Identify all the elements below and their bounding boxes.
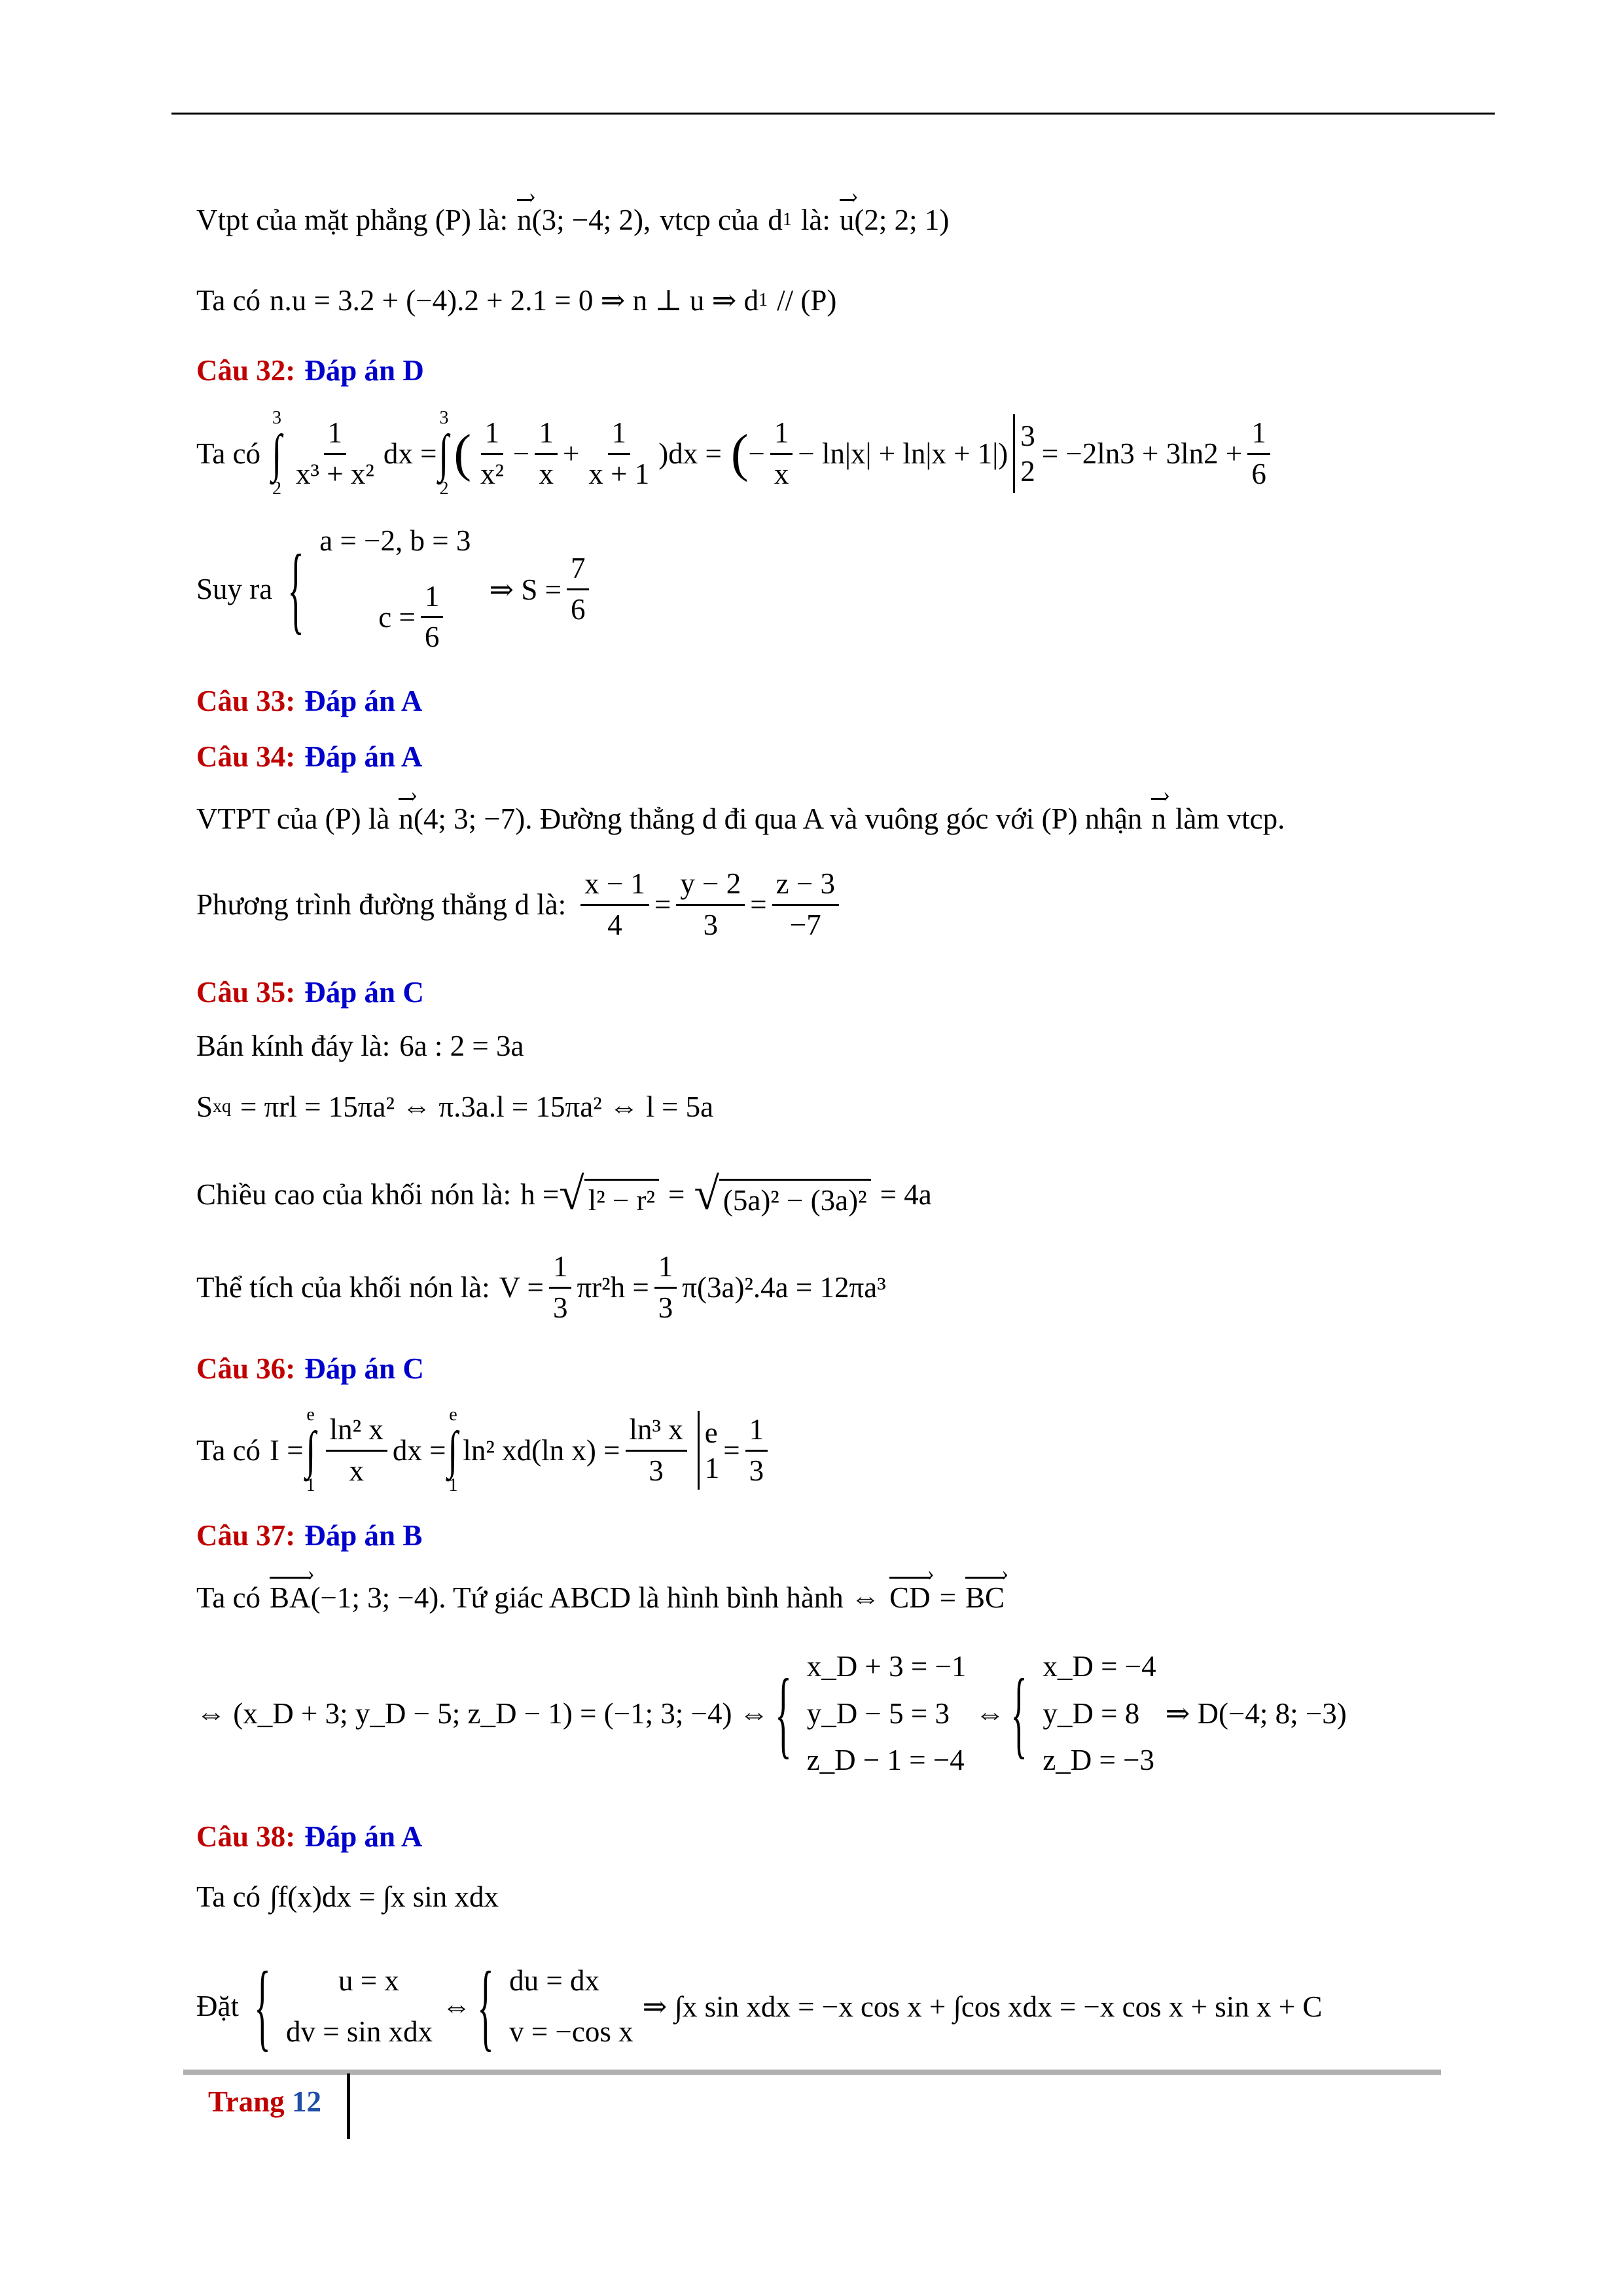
evaluation-bar xyxy=(698,1411,700,1490)
page-number: 12 xyxy=(291,2085,321,2118)
footer-divider xyxy=(347,2073,350,2139)
brace: { xyxy=(287,535,304,643)
question-37-heading: Câu 37: Đáp án B xyxy=(196,1519,423,1552)
vector-u: u › xyxy=(840,203,855,237)
integral-sign: ∫ xyxy=(272,425,282,482)
vector-n: n › xyxy=(517,203,532,237)
q38-line2: Đặt { u = x dv = sin xdx ⇔ { du = dx v = −cos x ⇒ ∫x sin xdx = −x cos x + ∫cos xdx = −x cos x + sin x + C xyxy=(196,1952,1323,2060)
fraction: $\frac{1}{\text{x²}}$ xyxy=(480,416,505,490)
line-vtpt xyxy=(196,203,949,237)
text: là: xyxy=(800,204,830,236)
evaluation-bar xyxy=(1013,414,1015,493)
integral: 3 ∫ 2 xyxy=(438,408,450,499)
vector-cd: CD › xyxy=(889,1581,931,1615)
question-32-heading xyxy=(196,353,424,387)
vector-ba: BA › xyxy=(270,1581,311,1615)
line-dot-product xyxy=(196,283,836,317)
text: Vtpt của mặt phẳng (P) là: xyxy=(196,204,508,236)
d1-sub: 1 xyxy=(782,209,792,230)
header-rule xyxy=(171,113,1495,115)
page-label: Trang xyxy=(208,2085,285,2118)
question-34-heading: Câu 34: Đáp án A xyxy=(196,740,423,773)
q32-integral: Ta có 3 ∫ 2 $\frac{1}{\text{x³ + x²}}$ dx = 3 ∫ 2 ( $\frac{1}{\text{x²}}$ − $\frac{1}{x}$ + $\frac{1}{x + 1}$ )dx = ( − $\frac{1}{x}$ − ln|x| + ln|x + 1|) 3 2 = −2ln3 + 3ln2 + $\frac{1}{6}$ xyxy=(196,409,1275,498)
vector-n: n › xyxy=(399,802,414,836)
fraction: $\frac{1}{x + 1}$ xyxy=(588,416,650,490)
q34-line2: Phương trình đường thẳng d là: $\frac{x - 1}{4}$ = $\frac{y - 2}{3}$ = $\frac{z - 3}{-7}$ xyxy=(196,867,844,942)
text: Ta có xyxy=(196,283,261,317)
sub: 1 xyxy=(758,289,768,310)
integral xyxy=(270,409,284,498)
fraction: $\frac{1}{6}$ xyxy=(1247,416,1270,492)
text: Ta có xyxy=(196,437,261,470)
q32-conclusion: Suy ra { a = −2, b = 3 c = $\frac{1}{6}$ ⇒ S = $\frac{7}{6}$ xyxy=(196,524,594,655)
integral-sign: ∫ xyxy=(438,425,450,482)
q35-line3: Chiều cao của khối nón là: h = √ l² − r² = √ (5a)² − (3a)² = 4a xyxy=(196,1169,932,1219)
q34-line1: VTPT của (P) là n › (4; 3; −7) . Đường thẳng d đi qua A và vuông góc với (P) nhận n › làm vtcp. xyxy=(196,802,1285,836)
upper-limit: 3 xyxy=(272,408,281,428)
text: vtcp của xyxy=(660,204,759,236)
q35-line4: Thể tích của khối nón là: V = $\frac{1}{3}$ πr²h = $\frac{1}{3}$ π(3a)².4a = 12πa³ xyxy=(196,1250,886,1324)
question-33-heading: Câu 33: Đáp án A xyxy=(196,685,423,717)
q36-integral: Ta có I = e ∫ 1 $\frac{\text{ln² x}}{x}$ dx = e ∫ 1 ln² xd(ln x) = $\frac{\text{ln³ x}}{3}$ e 1 = $\frac{1}{3}$ xyxy=(196,1406,773,1495)
math-expr: dx = xyxy=(383,437,437,470)
fraction: $\frac{7}{6}$ xyxy=(567,552,590,627)
vector-n-value: (3; −4; 2), xyxy=(531,204,651,236)
footer-rule xyxy=(183,2070,1441,2075)
page-footer xyxy=(208,2085,321,2119)
q37-line2: ⇔ (x_D + 3; y_D − 5; z_D − 1) = (−1; 3; −4) ⇔ { x_D + 3 = −1 y_D − 5 = 3 z_D − 1 = −4 ⇔ { x_D = −4 y_D = 8 z_D = −3 ⇒ D(−4; 8; −3) xyxy=(196,1650,1347,1776)
question-38-heading: Câu 38: Đáp án A xyxy=(196,1820,423,1853)
answer-label: Đáp án D xyxy=(304,354,424,387)
question-label: Câu 32: xyxy=(196,354,296,387)
fraction: $\frac{1}{x}$ xyxy=(535,416,558,492)
question-35-heading: Câu 35: Đáp án C xyxy=(196,976,424,1009)
fraction: $\frac{1}{x}$ xyxy=(770,416,793,492)
math-expr: n.u = 3.2 + (−4).2 + 2.1 = 0 ⇒ n ⊥ u ⇒ d xyxy=(270,284,759,317)
d1: d xyxy=(768,204,783,236)
math-expr: // (P) xyxy=(777,283,837,317)
text: Suy ra xyxy=(196,573,273,605)
fraction: $\frac{1}{\text{x³ + x²}}$ xyxy=(295,416,374,490)
q38-line1: Ta có ∫f(x)dx = ∫x sin xdx xyxy=(196,1880,499,1913)
lower-limit: 2 xyxy=(272,478,281,499)
vector-n: n › xyxy=(1151,802,1166,836)
q37-line1: Ta có BA › (−1; 3; −4) . Tứ giác ABCD là hình bình hành ⇔ CD › = BC › xyxy=(196,1581,1005,1615)
question-36-heading: Câu 36: Đáp án C xyxy=(196,1352,424,1385)
vector-bc: BC › xyxy=(965,1581,1005,1615)
q35-line1: Bán kính đáy là: 6a : 2 = 3a xyxy=(196,1030,524,1062)
system: a = −2, b = 3 c = $\frac{1}{6}$ xyxy=(319,524,471,654)
vector-u-value: (2; 2; 1) xyxy=(854,204,950,236)
q35-line2: S xq = πrl = 15πa² ⇔ π.3a.l = 15πa² ⇔ l = 5a xyxy=(196,1090,714,1123)
